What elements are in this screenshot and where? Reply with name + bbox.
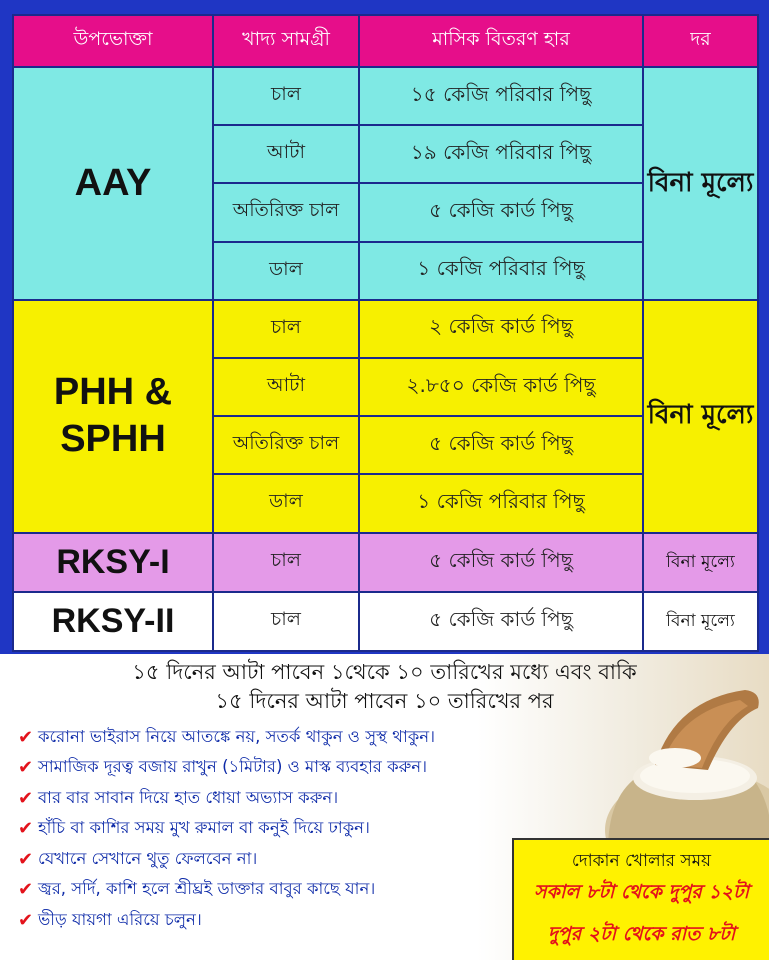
check-mark-icon: ✔	[18, 848, 34, 870]
check-mark-icon: ✔	[18, 726, 34, 748]
food-item: ডাল	[213, 474, 359, 532]
price-text: বিনা মূল্যে	[647, 400, 754, 431]
food-item: চাল	[213, 67, 359, 125]
ration-table	[12, 14, 759, 652]
check-mark-icon: ✔	[18, 879, 34, 901]
food-item: চাল	[213, 592, 359, 651]
distribution-rate: ৫ কেজি কার্ড পিছু	[359, 533, 643, 592]
food-item: অতিরিক্ত চাল	[213, 183, 359, 241]
distribution-rate: ১ কেজি পরিবার পিছু	[359, 474, 643, 532]
check-mark-icon: ✔	[18, 787, 34, 809]
distribution-rate: ৫ কেজি কার্ড পিছু	[359, 183, 643, 241]
check-mark-icon: ✔	[18, 818, 34, 840]
food-item: ডাল	[213, 242, 359, 300]
tip-text: বার বার সাবান দিয়ে হাত ধোয়া অভ্যাস করুন।	[38, 787, 339, 807]
table-header-row	[13, 15, 758, 67]
safety-tips-list	[18, 722, 435, 936]
list-item	[18, 875, 435, 906]
table-row	[13, 300, 758, 358]
distribution-rate: ২.৮৫০ কেজি কার্ড পিছু	[359, 358, 643, 416]
atta-notice-line-2: ১৫ দিনের আটা পাবেন ১০ তারিখের পর	[215, 689, 554, 713]
list-item	[18, 814, 435, 845]
list-item	[18, 753, 435, 784]
distribution-rate: ১৫ কেজি পরিবার পিছু	[359, 67, 643, 125]
list-item	[18, 783, 435, 814]
food-item: অতিরিক্ত চাল	[213, 416, 359, 474]
shop-hours-title: দোকান খোলার সময়	[571, 851, 712, 871]
list-item	[18, 722, 435, 753]
table-row	[13, 592, 758, 651]
distribution-rate: ৫ কেজি কার্ড পিছু	[359, 416, 643, 474]
tip-text: করোনা ভাইরাস নিয়ে আতঙ্কে নয়, সতর্ক থাকুন ও সুস্থ থাকুন।	[38, 726, 436, 746]
header-monthly-rate: মাসিক বিতরণ হার	[359, 15, 643, 67]
food-item: চাল	[213, 300, 359, 358]
group-phh-sphh: PHH & SPHH	[13, 300, 213, 533]
price-text: বিনা মূল্যে	[647, 167, 754, 198]
header-consumer: উপভোক্তা	[13, 15, 213, 67]
check-mark-icon: ✔	[18, 757, 34, 779]
shop-hours-morning: সকাল ৮টা থেকে দুপুর ১২টা	[534, 881, 749, 903]
tip-text: হাঁচি বা কাশির সময় মুখ রুমাল বা কনুই দিয়ে ঢাকুন।	[38, 818, 370, 838]
distribution-rate: ৫ কেজি কার্ড পিছু	[359, 592, 643, 651]
check-mark-icon: ✔	[18, 909, 34, 931]
group-rksy-2: RKSY-II	[13, 592, 213, 651]
group-aay: AAY	[13, 67, 213, 300]
price-aay	[643, 67, 758, 300]
food-item: আটা	[213, 358, 359, 416]
tip-text: যেখানে সেখানে থুতু ফেলবেন না।	[38, 848, 258, 868]
tip-text: জ্বর, সর্দি, কাশি হলে শ্রীঘ্রই ডাক্তার বাবুর কাছে যান।	[38, 879, 376, 899]
table-row	[13, 533, 758, 592]
shop-hours-box	[512, 838, 769, 960]
header-price: দর	[643, 15, 758, 67]
tip-text: সামাজিক দূরত্ব বজায় রাখুন (১মিটার) ও মাস্ক ব্যবহার করুন।	[38, 757, 428, 777]
distribution-rate: ১৯ কেজি পরিবার পিছু	[359, 125, 643, 183]
list-item	[18, 905, 435, 936]
header-food-item: খাদ্য সামগ্রী	[213, 15, 359, 67]
food-item: চাল	[213, 533, 359, 592]
price-phh-sphh	[643, 300, 758, 533]
atta-notice-line-1: ১৫ দিনের আটা পাবেন ১থেকে ১০ তারিখের মধ্যে এবং বাকি	[132, 660, 637, 684]
list-item	[18, 844, 435, 875]
group-rksy-1: RKSY-I	[13, 533, 213, 592]
distribution-rate: ১ কেজি পরিবার পিছু	[359, 242, 643, 300]
tip-text: ভীড় যায়গা এরিয়ে চলুন।	[38, 909, 202, 929]
price-rksy-1: বিনা মূল্যে	[643, 533, 758, 592]
table-row	[13, 67, 758, 125]
distribution-rate: ২ কেজি কার্ড পিছু	[359, 300, 643, 358]
price-rksy-2: বিনা মূল্যে	[643, 592, 758, 651]
shop-hours-evening: দুপুর ২টা থেকে রাত ৮টা	[547, 923, 736, 945]
food-item: আটা	[213, 125, 359, 183]
